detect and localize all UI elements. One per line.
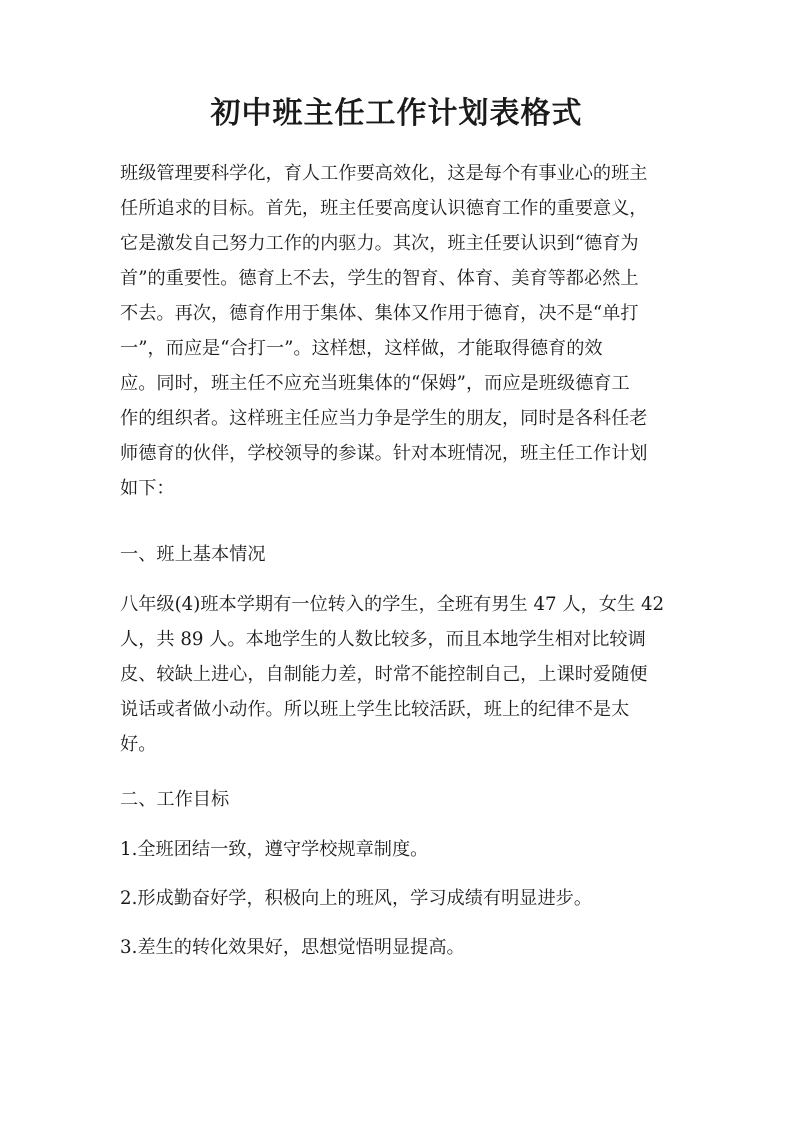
goal-list-item: 2.形成勤奋好学，积极向上的班风，学习成绩有明显进步。 [120,888,593,909]
intro-line: 任所追求的目标。首先，班主任要高度认识德育工作的重要意义， [120,198,648,219]
intro-line: 一”，而应是“合打一”。这样想，这样做，才能取得德育的效 [120,338,603,359]
intro-line: 如下： [120,478,175,499]
intro-line: 应。同时，班主任不应充当班集体的“保姆”，而应是班级德育工 [120,373,630,394]
intro-line: 它是激发自己努力工作的内驱力。其次，班主任要认识到“德育为 [120,233,639,254]
goal-list-item: 3.差生的转化效果好，思想觉悟明显提高。 [120,937,465,958]
basic-situation-line: 人，共 89 人。本地学生的人数比较多，而且本地学生相对比较调 [120,629,646,650]
goal-list-item: 1.全班团结一致，遵守学校规章制度。 [120,839,429,860]
basic-situation-line: 皮、较缺上进心，自制能力差，时常不能控制自己，上课时爱随便 [120,664,648,685]
basic-situation-line: 说话或者做小动作。所以班上学生比较活跃，班上的纪律不是太 [120,699,630,720]
section-heading-work-goals: 二、工作目标 [120,789,230,810]
basic-situation-line: 八年级(4)班本学期有一位转入的学生，全班有男生 47 人，女生 42 [120,594,665,615]
basic-situation-paragraph [120,587,676,762]
intro-line: 不去。再次，德育作用于集体、集体又作用于德育，决不是“单打 [120,303,639,324]
intro-line: 首”的重要性。德育上不去，学生的智育、体育、美育等都必然上 [120,268,639,289]
intro-paragraph [120,156,676,506]
section-heading-basic-situation: 一、班上基本情况 [120,544,266,565]
intro-line: 班级管理要科学化，育人工作要高效化，这是每个有事业心的班主 [120,163,648,184]
intro-line: 师德育的伙伴，学校领导的参谋。针对本班情况，班主任工作计划 [120,443,648,464]
basic-situation-line: 好。 [120,734,157,755]
document-title: 初中班主任工作计划表格式 [210,96,583,131]
intro-line: 作的组织者。这样班主任应当力争是学生的朋友，同时是各科任老 [120,408,648,429]
